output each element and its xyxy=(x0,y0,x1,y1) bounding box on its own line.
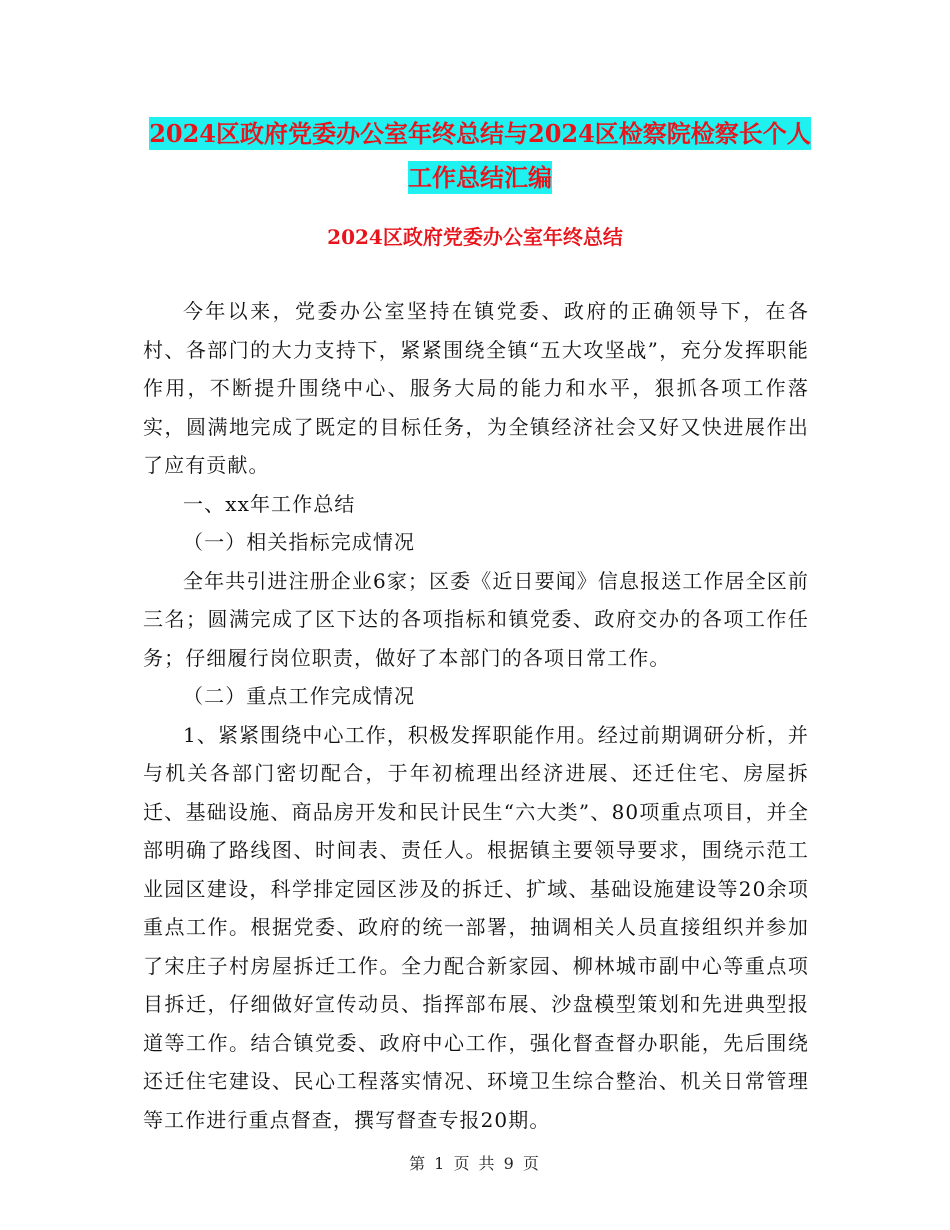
page-footer: 第 1 页 共 9 页 xyxy=(409,1154,541,1173)
subheading-indicators: （一）相关指标完成情况 xyxy=(183,530,416,554)
paragraph-intro: 今年以来，党委办公室坚持在镇党委、政府的正确领导下，在各村、各部门的大力支持下，紧紧围绕全镇“五大攻坚战”，充分发挥职能作用，不断提升围绕中心、服务大局的能力和水平，狠抓各项工作落实，圆满地完成了既定的目标任务，为全镇经济社会又好又快进展作出了应有贡献。 xyxy=(143,299,809,477)
subheading-key-work: （二）重点工作完成情况 xyxy=(183,684,416,708)
paragraph-indicators: 全年共引进注册企业6家；区委《近日要闻》信息报送工作居全区前三名；圆满完成了区下达的各项指标和镇党委、政府交办的各项工作任务；仔细履行岗位职责，做好了本部门的各项日常工作。 xyxy=(143,568,809,670)
document-title xyxy=(140,112,820,200)
section-title: 2024区政府党委办公室年终总结 xyxy=(327,225,623,249)
heading-summary: 一、xx年工作总结 xyxy=(183,491,356,516)
document-body xyxy=(143,292,809,1139)
document-title-text: 2024区政府党委办公室年终总结与2024区检察院检察长个人工作总结汇编 xyxy=(149,119,811,192)
paragraph-key-work: 1、紧紧围绕中心工作，积极发挥职能作用。经过前期调研分析，并与机关各部门密切配合，于年初梳理出经济进展、还迁住宅、房屋拆迁、基础设施、商品房开发和民计民生“六大类”、80项重点项目，并全部明确了路线图、时间表、责任人。根据镇主要领导要求，围绕示范工业园区建设，科学排定园区涉及的拆迁、扩域、基础设施建设等20余项重点工作。根据党委、政府的统一部署，抽调相关人员直接组织并参加了宋庄子村房屋拆迁工作。全力配合新家园、柳林城市副中心等重点项目拆迁，仔细做好宣传动员、指挥部布展、沙盘模型策划和先进典型报道等工作。结合镇党委、政府中心工作，强化督查督办职能，先后围绕还迁住宅建设、民心工程落实情况、环境卫生综合整治、机关日常管理等工作进行重点督查，撰写督查专报20期。 xyxy=(143,722,809,1132)
